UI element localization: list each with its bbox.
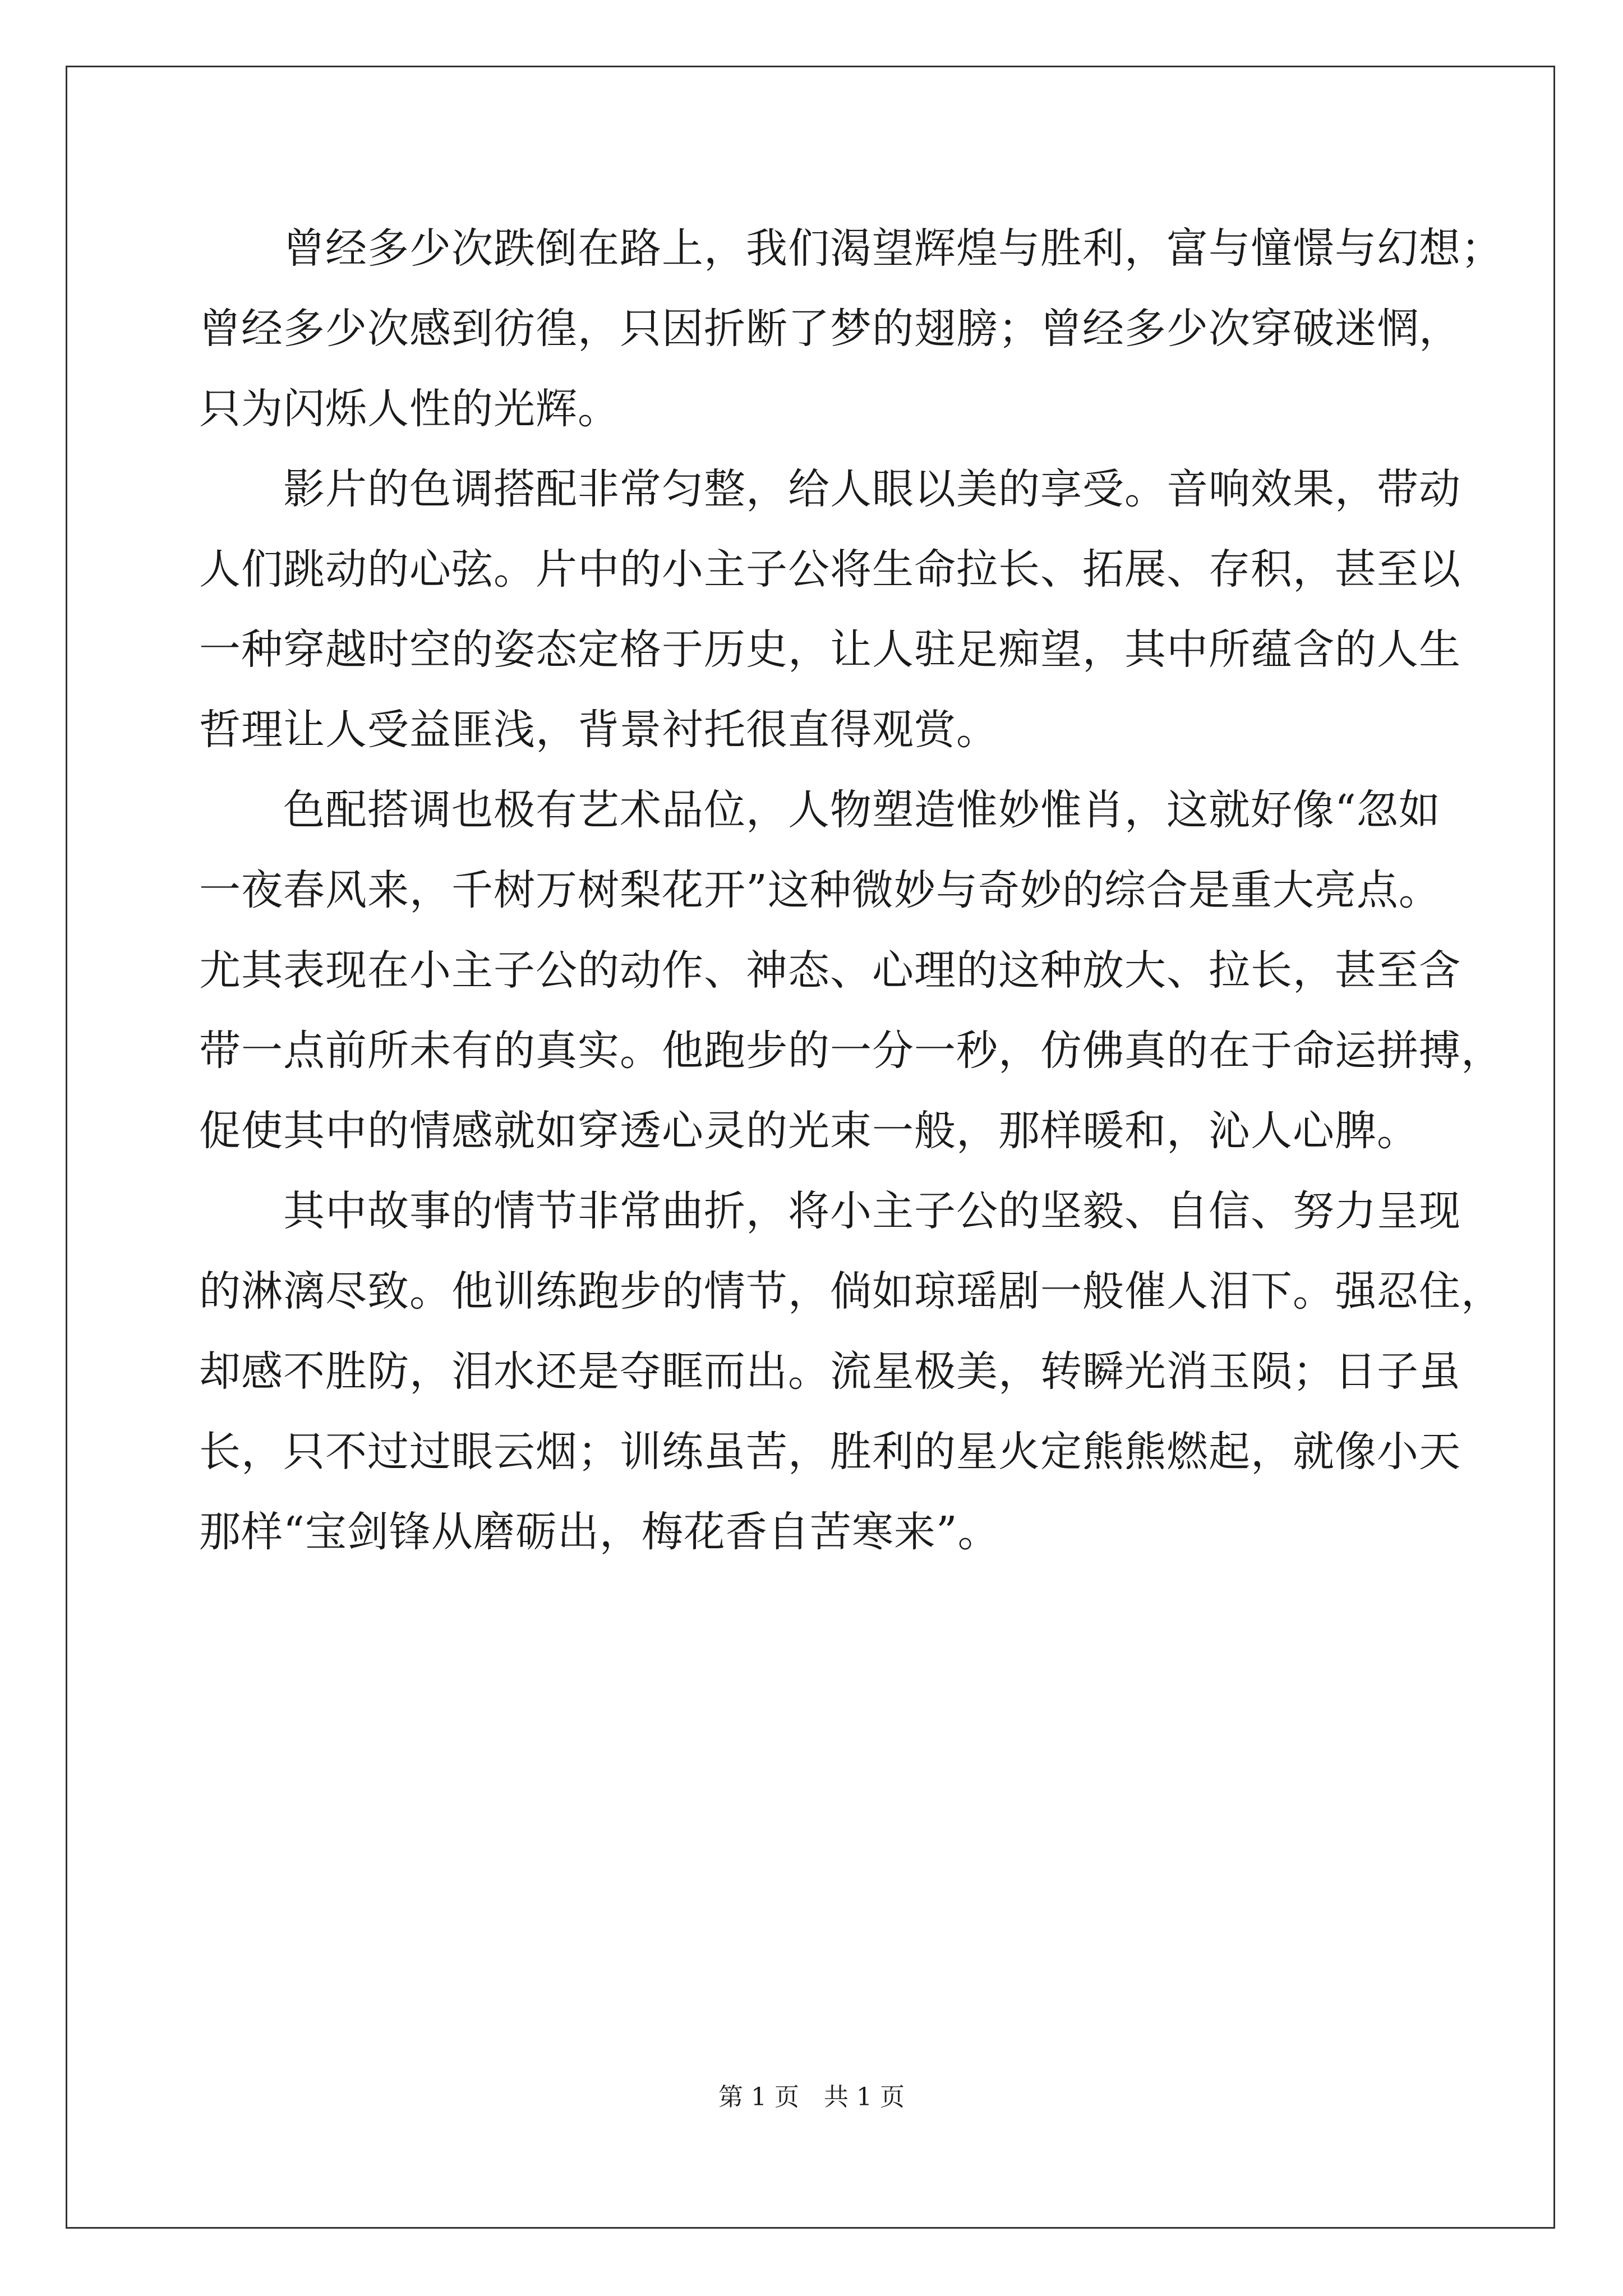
text-line: 一夜春风来，千树万树梨花开”这种微妙与奇妙的综合是重大亮点。	[199, 866, 1441, 914]
text-line: 的淋漓尽致。他训练跑步的情节，倘如琼瑶剧一般催人泪下。强忍住，	[199, 1267, 1503, 1315]
text-line: 哲理让人受益匪浅，背景衬托很直得观赏。	[199, 706, 998, 754]
text-line: 曾经多少次跌倒在路上，我们渴望辉煌与胜利，富与憧憬与幻想；	[199, 224, 1503, 273]
text-line: 一种穿越时空的姿态定格于历史，让人驻足痴望，其中所蕴含的人生	[199, 625, 1461, 674]
text-line: 其中故事的情节非常曲折，将小主子公的坚毅、自信、努力呈现	[199, 1187, 1461, 1235]
text-line: 色配搭调也极有艺术品位，人物塑造惟妙惟肖，这就好像“忽如	[199, 786, 1441, 834]
text-line: 只为闪烁人性的光辉。	[199, 385, 620, 433]
text-line: 人们跳动的心弦。片中的小主子公将生命拉长、拓展、存积，甚至以	[199, 545, 1461, 593]
text-line: 带一点前所未有的真实。他跑步的一分一秒，仿佛真的在于命运拼搏，	[199, 1027, 1503, 1075]
text-line: 影片的色调搭配非常匀整，给人眼以美的享受。音响效果，带动	[199, 465, 1461, 513]
text-line: 却感不胜防，泪水还是夺眶而出。流星极美，转瞬光消玉陨；日子虽	[199, 1347, 1461, 1396]
text-line: 那样“宝剑锋从磨砺出，梅花香自苦寒来”。	[199, 1508, 1000, 1556]
text-line: 长，只不过过眼云烟；训练虽苦，胜利的星火定熊熊燃起，就像小天	[199, 1428, 1461, 1476]
text-line: 促使其中的情感就如穿透心灵的光束一般，那样暖和，沁人心脾。	[199, 1107, 1419, 1155]
text-line: 尤其表现在小主子公的动作、神态、心理的这种放大、拉长，甚至含	[199, 946, 1461, 995]
text-line: 曾经多少次感到彷徨，只因折断了梦的翅膀；曾经多少次穿破迷惘，	[199, 305, 1461, 353]
document-body	[199, 222, 1503, 1585]
page-number: 第 1 页 共 1 页	[718, 2083, 905, 2111]
